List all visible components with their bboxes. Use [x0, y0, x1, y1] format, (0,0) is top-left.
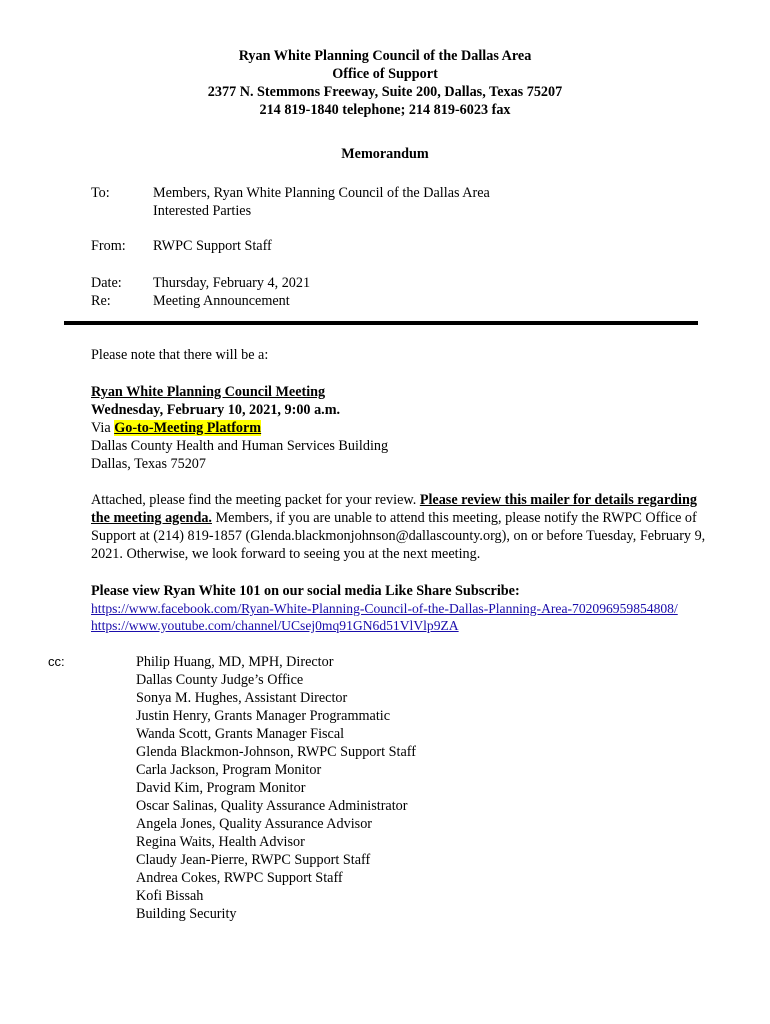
location-line-1: Dallas County Health and Human Services Building — [91, 438, 389, 454]
cc-recipient: Carla Jackson, Program Monitor — [136, 762, 322, 778]
cc-recipient: Angela Jones, Quality Assurance Advisor — [136, 816, 373, 832]
cc-recipient-list — [136, 653, 416, 923]
to-line-1: Members, Ryan White Planning Council of the Dallas Area — [153, 185, 490, 201]
review-notice: Please review this mailer for details regarding the meeting agenda. — [91, 492, 697, 526]
date-value: Thursday, February 4, 2021 — [153, 275, 311, 291]
cc-recipient: Justin Henry, Grants Manager Programmatic — [136, 708, 390, 724]
re-label: Re: — [91, 293, 111, 309]
meeting-via — [91, 419, 261, 437]
youtube-link[interactable]: https://www.youtube.com/channel/UCsej0mq91GN6d51VlVlp9ZA — [91, 618, 459, 633]
cc-recipient: Dallas County Judge’s Office — [136, 672, 304, 688]
to-label: To: — [91, 185, 110, 201]
para-rest: Members, if you are unable to attend this meeting, please notify the RWPC Office of Support at (214) 819-1857 (Glenda.blackmonjohnson@dallascounty.org), on or before Tuesday, February 9, 2021. Otherwise, we look forward to seeing you at the next meeting. — [91, 510, 706, 562]
cc-recipient: Philip Huang, MD, MPH, Director — [136, 654, 334, 670]
cc-recipient: Kofi Bissah — [136, 888, 204, 904]
org-phone: 214 819-1840 telephone; 214 819-6023 fax — [259, 102, 511, 118]
social-heading: Please view Ryan White 101 on our social media Like Share Subscribe: — [91, 583, 520, 599]
meeting-packet-paragraph — [91, 491, 715, 563]
location-line-2: Dallas, Texas 75207 — [91, 456, 206, 472]
intro-text: Please note that there will be a: — [91, 347, 269, 363]
re-value: Meeting Announcement — [153, 293, 290, 309]
cc-recipient: Sonya M. Hughes, Assistant Director — [136, 690, 348, 706]
from-value: RWPC Support Staff — [153, 238, 272, 254]
cc-recipient: Claudy Jean-Pierre, RWPC Support Staff — [136, 852, 371, 868]
cc-label: cc: — [48, 654, 65, 669]
org-address: 2377 N. Stemmons Freeway, Suite 200, Dallas, Texas 75207 — [207, 84, 563, 100]
cc-recipient: Glenda Blackmon-Johnson, RWPC Support Staff — [136, 744, 416, 760]
meeting-datetime: Wednesday, February 10, 2021, 9:00 a.m. — [91, 402, 341, 418]
header-divider — [64, 321, 698, 325]
cc-recipient: Wanda Scott, Grants Manager Fiscal — [136, 726, 345, 742]
from-label: From: — [91, 238, 126, 254]
facebook-link[interactable]: https://www.facebook.com/Ryan-White-Planning-Council-of-the-Dallas-Planning-Area-702096959854808/ — [91, 601, 678, 616]
date-label: Date: — [91, 275, 122, 291]
memo-title: Memorandum — [341, 146, 429, 162]
via-prefix: Via — [91, 420, 115, 436]
meeting-title: Ryan White Planning Council Meeting — [91, 384, 326, 400]
cc-recipient: Building Security — [136, 906, 237, 922]
cc-recipient: Regina Waits, Health Advisor — [136, 834, 305, 850]
meeting-platform: Go-to-Meeting Platform — [114, 420, 262, 436]
cc-recipient: Oscar Salinas, Quality Assurance Administrator — [136, 798, 408, 814]
office-name: Office of Support — [332, 66, 438, 82]
to-line-2: Interested Parties — [153, 203, 252, 219]
para-start: Attached, please find the meeting packet for your review. — [91, 492, 420, 508]
cc-recipient: Andrea Cokes, RWPC Support Staff — [136, 870, 343, 886]
org-name: Ryan White Planning Council of the Dallas Area — [238, 48, 532, 64]
cc-recipient: David Kim, Program Monitor — [136, 780, 306, 796]
